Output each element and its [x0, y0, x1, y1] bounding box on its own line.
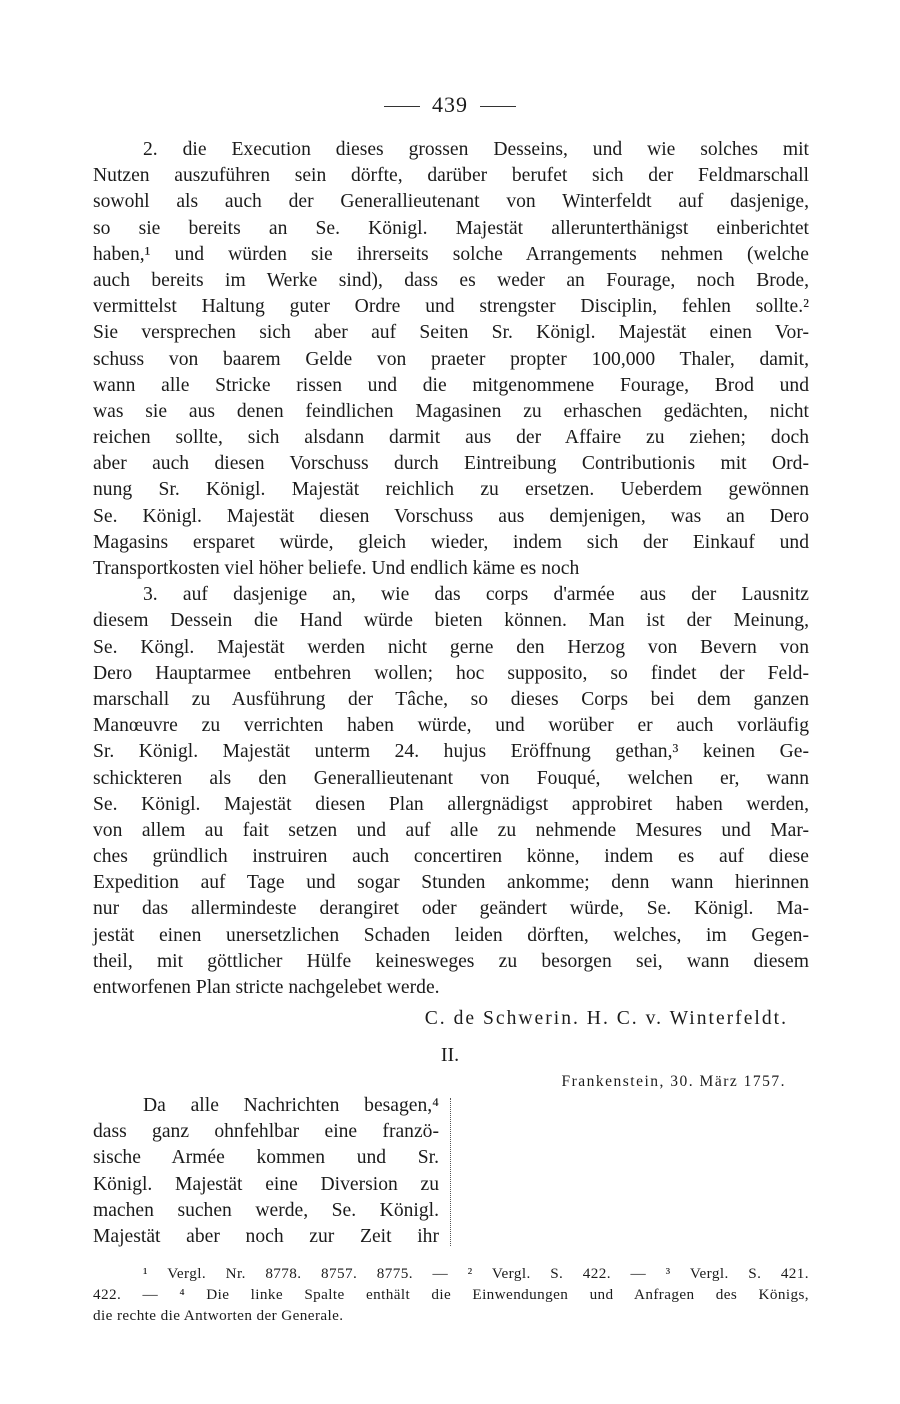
place-date: Frankenstein, 30. März 1757.: [561, 1073, 786, 1090]
text-line: von allem au fait setzen und auf alle zu nehmende Mesures und Mar-: [93, 819, 809, 841]
column-line: dass ganz ohnfehlbar eine franzö-: [93, 1121, 439, 1143]
left-column-text: [93, 1093, 439, 1250]
text-line: sowohl als auch der Generallieutenant von Winterfeldt auf dasjenige,: [93, 191, 809, 213]
footnote-line: die rechte die Antworten der Generale.: [93, 1307, 344, 1324]
text-line: Expedition auf Tage und sogar Stunden ankomme; denn wann hierinnen: [93, 872, 809, 894]
text-line: aber auch diesen Vorschuss durch Eintreibung Contributionis mit Ord-: [93, 453, 809, 475]
text-line: Sie versprechen sich aber auf Seiten Sr. Königl. Majestät einen Vor-: [93, 322, 809, 344]
text-line: nung Sr. Königl. Majestät reichlich zu ersetzen. Ueberdem gewönnen: [93, 479, 809, 501]
footnote-line: ¹ Vergl. Nr. 8778. 8757. 8775. — ² Vergl. S. 422. — ³ Vergl. S. 421.: [143, 1265, 809, 1282]
text-line: 3. auf dasjenige an, wie das corps d'armée aus der Lausnitz: [143, 584, 809, 606]
column-line: Da alle Nachrichten besagen,⁴: [143, 1095, 439, 1116]
page-number: 439: [432, 92, 468, 117]
page-header: [0, 92, 900, 118]
text-line: haben,¹ und würden sie ihrerseits solche Arrangements nehmen (welche: [93, 243, 809, 265]
header-rule-left: [384, 106, 420, 107]
text-line: Manœuvre zu verrichten haben würde, und worüber er auch vorläufig: [93, 715, 809, 737]
text-line: so sie bereits an Se. Königl. Majestät allerunterthänigst einberichtet: [93, 217, 809, 239]
column-line: sische Armée kommen und Sr.: [93, 1147, 439, 1169]
text-line: was sie aus denen feindlichen Magasinen zu erhaschen gedächten, nicht: [93, 400, 809, 422]
text-line: wann alle Stricke rissen und die mitgenommene Fourage, Brod und: [93, 374, 809, 396]
text-line: schuss von baarem Gelde von praeter propter 100,000 Thaler, damit,: [93, 348, 809, 370]
text-line: entworfenen Plan stricte nachgelebet werde.: [93, 977, 440, 998]
text-line: diesem Dessein die Hand würde bieten können. Man ist der Meinung,: [93, 610, 809, 632]
text-line: 2. die Execution dieses grossen Desseins, und wie solches mit: [143, 139, 809, 160]
text-line: schickteren als den Generallieutenant von Fouqué, welchen er, wann: [93, 767, 809, 789]
footnote-line: 422. — ⁴ Die linke Spalte enthält die Einwendungen und Anfragen des Königs,: [93, 1286, 809, 1303]
text-line: reichen sollte, sich alsdann darmit aus der Affaire zu ziehen; doch: [93, 427, 809, 449]
text-line: marschall zu Ausführung der Tâche, so dieses Corps bei dem ganzen: [93, 688, 809, 710]
column-line: Königl. Majestät eine Diversion zu: [93, 1173, 439, 1195]
text-line: Magasins ersparet würde, gleich wieder, indem sich der Einkauf und: [93, 531, 809, 553]
text-line: Nutzen auszuführen sein dörfte, darüber berufet sich der Feldmarschall: [93, 165, 809, 187]
text-line: ches gründlich instruiren auch concertiren könne, indem es auf diese: [93, 846, 809, 868]
header-rule-right: [480, 106, 516, 107]
text-line: Sr. Königl. Majestät unterm 24. hujus Eröffnung gethan,³ keinen Ge-: [93, 741, 809, 763]
text-line: auch bereits im Werke sind), dass es weder an Fourage, noch Brode,: [93, 269, 809, 291]
text-line: theil, mit göttlicher Hülfe keinesweges zu besorgen sei, wann diesem: [93, 950, 809, 972]
text-line: Se. Königl. Majestät diesen Plan allergnädigst approbiret haben werden,: [93, 793, 809, 815]
main-text: [93, 137, 809, 1001]
signature: C. de Schwerin. H. C. v. Winterfeldt.: [424, 1008, 788, 1029]
column-line: Majestät aber noch zur Zeit ihr: [93, 1225, 439, 1247]
text-line: Dero Hauptarmee entbehren wollen; hoc supposito, so findet der Feld-: [93, 662, 809, 684]
text-line: vermittelst Haltung guter Ordre und strengster Disciplin, fehlen sollte.²: [93, 296, 809, 318]
column-line: machen suchen werde, Se. Königl.: [93, 1199, 439, 1221]
text-line: nur das allermindeste derangiret oder geändert würde, Se. Königl. Ma-: [93, 898, 809, 920]
footnotes: [93, 1263, 809, 1326]
section-heading: II.: [440, 1044, 460, 1066]
text-line: Transportkosten viel höher beliefe. Und endlich käme es noch: [93, 558, 580, 579]
text-line: jestät einen unersetzlichen Schaden leiden dörften, welches, im Gegen-: [93, 924, 809, 946]
text-line: Se. Königl. Majestät diesen Vorschuss aus demjenigen, was an Dero: [93, 505, 809, 527]
text-line: Se. Köngl. Majestät werden nicht gerne den Herzog von Bevern von: [93, 636, 809, 658]
column-divider: [450, 1098, 451, 1246]
